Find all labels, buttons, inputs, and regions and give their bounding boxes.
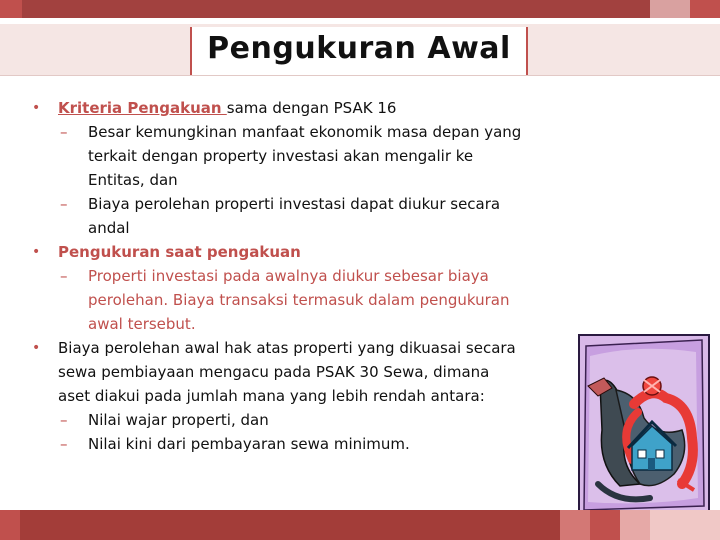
bullet-lead: Kriteria Pengakuan: [58, 99, 227, 117]
bullet-item: [30, 336, 560, 408]
stripe-segment: [650, 510, 720, 540]
sub-line: Biaya perolehan properti investasi dapat diukur secara: [88, 195, 501, 213]
stripe-segment: [620, 510, 650, 540]
stripe-segment: [0, 510, 20, 540]
sub-item: [30, 264, 560, 336]
dash-icon: –: [60, 411, 68, 429]
bullet-item: [30, 240, 560, 264]
sub-item: [30, 408, 560, 432]
bullet-icon: •: [32, 100, 41, 116]
bullet-line: aset diakui pada jumlah mana yang lebih rendah antara:: [58, 387, 485, 405]
dash-icon: –: [60, 123, 68, 141]
bullet-line: Biaya perolehan awal hak atas properti yang dikuasai secara: [58, 339, 516, 357]
sub-line: Nilai wajar properti, dan: [88, 411, 269, 429]
bullet-icon: •: [32, 244, 41, 260]
sub-item: [30, 432, 560, 456]
slide-title: Pengukuran Awal: [207, 31, 511, 66]
stripe-segment: [650, 0, 690, 18]
dash-icon: –: [60, 195, 68, 213]
slide-content: [30, 96, 560, 456]
sub-line: perolehan. Biaya transaksi termasuk dalam pengukuran: [88, 291, 510, 309]
bullet-item: [30, 96, 560, 120]
sub-line: andal: [88, 219, 130, 237]
dash-icon: –: [60, 267, 68, 285]
sub-line: Properti investasi pada awalnya diukur sebesar biaya: [88, 267, 489, 285]
stripe-segment: [560, 510, 590, 540]
stripe-segment: [590, 510, 620, 540]
stripe-segment: [22, 0, 650, 18]
bullet-text: sama dengan PSAK 16: [226, 99, 397, 117]
bullet-lead: Pengukuran saat pengakuan: [58, 243, 301, 261]
house-on-hand-clipart-icon: [578, 334, 710, 516]
sub-line: Entitas, dan: [88, 171, 178, 189]
sub-line: awal tersebut.: [88, 315, 196, 333]
sub-line: Nilai kini dari pembayaran sewa minimum.: [88, 435, 410, 453]
bullet-icon: •: [32, 340, 41, 356]
sub-line: terkait dengan property investasi akan mengalir ke: [88, 147, 474, 165]
dash-icon: –: [60, 435, 68, 453]
stripe-segment: [20, 510, 560, 540]
sub-item: [30, 120, 560, 192]
bottom-decorative-stripe: [0, 510, 720, 540]
top-decorative-stripe: [0, 0, 720, 18]
stripe-segment: [690, 0, 720, 18]
stripe-segment: [0, 0, 22, 18]
bullet-line: sewa pembiayaan mengacu pada PSAK 30 Sewa, dimana: [58, 363, 490, 381]
sub-item: [30, 192, 560, 240]
sub-line: Besar kemungkinan manfaat ekonomik masa depan yang: [88, 123, 522, 141]
